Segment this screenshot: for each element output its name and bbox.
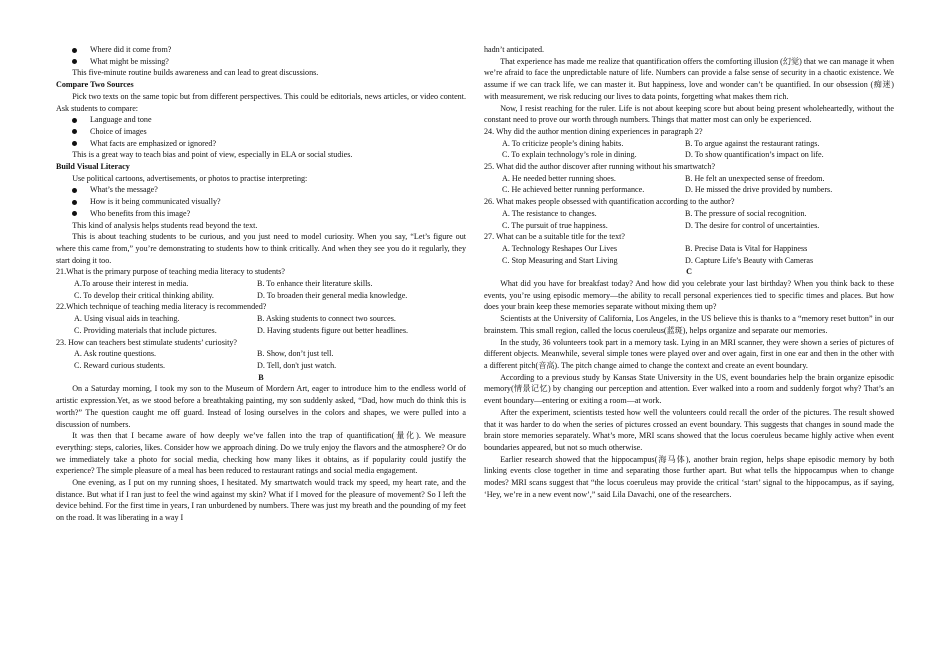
question-stem: 26. What makes people obsessed with quantification according to the author? (484, 197, 735, 207)
question-24 (484, 126, 894, 161)
option-c: C. The pursuit of true happiness. (502, 220, 608, 230)
paragraph: One evening, as I put on my running shoes, I hesitated. My smartwatch would track my speed, my heart rate, and the distance. But what if I ran just to feel the wind against my skin? What if I moved for the pleasure of movement? So I left the device behind. For the first time in years, I ran unburdened by numbers. There was just my breath and the pounding of my feet on the road. It was liberating in a way I (56, 478, 466, 523)
option-d: D. The desire for control of uncertainties. (685, 220, 820, 230)
right-column (484, 44, 894, 500)
paragraph: Now, I resist reaching for the ruler. Life is not about keeping score but about being present wholeheartedly, without the constant need to prove our worth through numbers. Things that matter most can only be experienced. (484, 103, 894, 125)
option-b: B. To argue against the restaurant ratings. (685, 138, 820, 148)
section-label-c: C (686, 267, 692, 277)
question-stem: 27. What can be a suitable title for the text? (484, 232, 625, 242)
paragraph: This is a great way to teach bias and point of view, especially in ELA or social studies. (72, 150, 353, 160)
option-d: D. To show quantification’s impact on life. (685, 150, 824, 160)
option-a: A. The resistance to changes. (502, 208, 597, 218)
option-a: A. To criticize people’s dining habits. (502, 138, 624, 148)
paragraph: What did you have for breakfast today? And how did you celebrate your last birthday? When you think back to these events, you’re using episodic memory—the ability to recall personal experiences tied to specific times and places. But how does your brain keep these memories separate without mixing them up? (484, 279, 894, 312)
option-d: D. He missed the drive provided by numbers. (685, 185, 833, 195)
paragraph: According to a previous study by Kansas State University in the US, event boundaries help the brain organize episodic memory(情景记忆) by changing our perception and attention. Ever walked into a room and suddenly forgot why? That’s an event boundary—entering or exiting a room—at work. (484, 372, 894, 406)
question-options (56, 313, 466, 336)
question-stem: 25. What did the author discover after running without his smartwatch? (484, 162, 716, 172)
question-23 (56, 337, 466, 372)
bullet-item: Language and tone (56, 114, 466, 126)
question-options (56, 348, 466, 371)
paragraph: Scientists at the University of California, Los Angeles, in the US believe this is thanks to a “memory reset button” in our brainstem. This small region, called the locus coeruleus(蓝斑), helps organize and separate our memories. (484, 314, 894, 335)
question-stem: 24. Why did the author mention dining experiences in paragraph 2? (484, 126, 703, 136)
option-b: B. Asking students to connect two sources. (257, 314, 396, 324)
option-b: B. The pressure of social recognition. (685, 208, 807, 218)
bullet-item: How is it being communicated visually? (56, 196, 466, 208)
option-c: C. To develop their critical thinking ability. (74, 290, 214, 300)
option-a: A. Ask routine questions. (74, 349, 157, 359)
option-b: B. To enhance their literature skills. (257, 279, 373, 289)
section-heading: Build Visual Literacy (56, 162, 130, 172)
question-stem: 21.What is the primary purpose of teaching media literacy to students? (56, 267, 286, 277)
option-a: A.To arouse their interest in media. (74, 279, 189, 289)
paragraph: This five-minute routine builds awareness and can lead to great discussions. (72, 68, 319, 78)
option-c: C. Reward curious students. (74, 360, 166, 370)
option-a: A. Technology Reshapes Our Lives (502, 243, 618, 253)
question-26 (484, 196, 894, 231)
question-27 (484, 231, 894, 266)
paragraph: On a Saturday morning, I took my son to the Museum of Mordern Art, eager to introduce him to the endless world of artistic expression.Yet, as we stood before a breathtaking painting, my son suddenly asked, “Dad, how much do think this is worth?” The question caught me off guard. Instead of losing ourselves in the colors and shapes, we were pulled into a discussion of numbers. (56, 384, 466, 429)
bullet-item: Where did it come from? (56, 44, 466, 56)
question-options (56, 278, 466, 301)
question-stem: 22.Which technique of teaching media literacy is recommended? (56, 302, 267, 312)
paragraph: After the experiment, scientists tested how well the volunteers could recall the order of the pictures. The result showed that it was harder to do when the series of pictures crossed an event boundary. This suggests that changes in sound made the brain store memories separately. What’s more, MRI scans showed that the locus coeruleus became highly active when event boundaries appeared, but not so much otherwise. (484, 407, 894, 452)
paragraph: Use political cartoons, advertisements, or photos to practise interpreting: (72, 173, 308, 183)
question-options (484, 243, 894, 266)
question-22 (56, 301, 466, 336)
bullet-item: Who benefits from this image? (56, 208, 466, 220)
option-c: C. Stop Measuring and Start Living (502, 255, 618, 265)
question-options (484, 138, 894, 161)
section-heading: Compare Two Sources (56, 80, 134, 90)
question-21 (56, 266, 466, 301)
left-column (56, 44, 466, 524)
bullet-item: What’s the message? (56, 184, 466, 196)
question-options (484, 173, 894, 196)
bullet-list-visual (56, 184, 466, 219)
question-options (484, 208, 894, 231)
paragraph: In the study, 36 volunteers took part in a memory task. Lying in an MRI scanner, they were shown a series of pictures of different objects. Meanwhile, several simple tones were played over and over again, first in one ear and then in the other with a different pitch(音高). The pitch change aimed to change the context and create an event boundary. (484, 337, 894, 370)
paragraph: Pick two texts on the same topic but from different perspectives. This could be editorials, news articles, or video content. Ask students to compare: (56, 91, 466, 113)
paragraph: This is about teaching students to be curious, and you just need to model curiosity. When you say, “Let’s figure out where this came from,” you’re demonstrating to students how to think critically. And when they see you do it regularly, they start doing it too. (56, 232, 466, 265)
option-d: D. Capture Life’s Beauty with Cameras (685, 255, 814, 265)
option-c: C. To explain technology’s role in dining. (502, 150, 637, 160)
bullet-list-reflect (56, 44, 466, 67)
bullet-item: What facts are emphasized or ignored? (56, 138, 466, 150)
bullet-item: What might be missing? (56, 56, 466, 68)
option-a: A. Using visual aids in teaching. (74, 314, 180, 324)
option-b: B. Precise Data is Vital for Happiness (685, 243, 808, 253)
paragraph: Earlier research showed that the hippocampus(海马体), another brain region, helps shape episodic memory by both linking events close together in time and separating those further apart. But what tells the hippocampus when to change modes? MRI scans suggest that “the locus coeruleus may provide the critical ‘start’ signal to the hippocampus, as if saying, ‘Hey, we’re in a new event now’,” said Lila Davachi, one of the researchers. (484, 454, 894, 499)
option-b: B. He felt an unexpected sense of freedom. (685, 173, 825, 183)
question-25 (484, 161, 894, 196)
paragraph-continued: hadn’t anticipated. (484, 45, 545, 54)
section-label-b: B (258, 372, 264, 382)
option-c: C. He achieved better running performance. (502, 185, 645, 195)
option-a: A. He needed better running shoes. (502, 173, 616, 183)
option-d: D. To broaden their general media knowledge. (257, 290, 408, 300)
option-d: D. Having students figure out better headlines. (257, 325, 409, 335)
bullet-list-compare (56, 114, 466, 149)
option-b: B. Show, don’t just tell. (257, 349, 334, 359)
bullet-item: Choice of images (56, 126, 466, 138)
paragraph: That experience has made me realize that quantification offers the comforting illusion (幻觉) that we can manage it when we’re afraid to face the unpredictable nature of life. Numbers can provide a false sense of security in a chaotic existence. We assume if we can track life, we can master it. But happiness, love and wonder can’t be quantified. In our obsession (痴迷) with measurement, we risk reducing our lives to data points, forgetting what makes them rich. (484, 56, 894, 101)
option-c: C. Providing materials that include pictures. (74, 325, 217, 335)
option-d: D. Tell, don't just watch. (257, 360, 337, 370)
paragraph: This kind of analysis helps students read beyond the text. (72, 220, 258, 230)
question-stem: 23. How can teachers best stimulate students’ curiosity? (56, 337, 238, 347)
paragraph: It was then that I became aware of how deeply we’ve fallen into the trap of quantification(量化). We measure everything: steps, calories, likes. Consider how we approach dining. Do we truly enjoy the flavors and the atmosphere? Or do we immediately take a photo for social media, checking how many likes it obtains, as if popularity could justify the experience? The simple pleasure of a meal has been reduced to restaurant ratings and social media engagement. (56, 431, 466, 476)
